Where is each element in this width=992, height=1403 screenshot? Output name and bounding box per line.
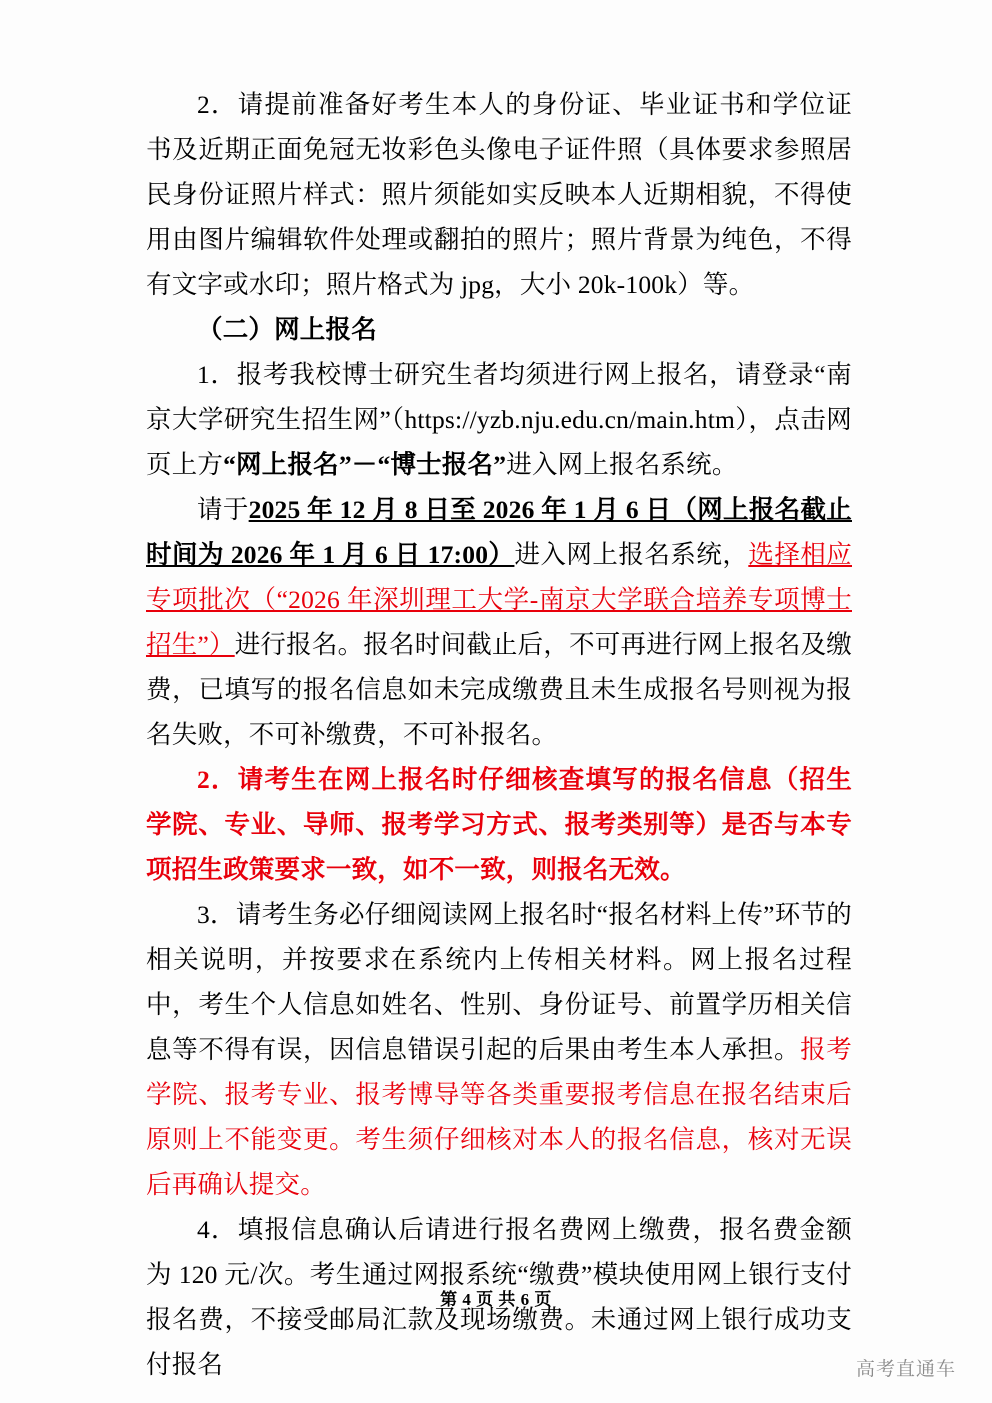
paragraph-online-registration-1-text-part2: 进入网上报名系统。 — [506, 450, 738, 479]
paragraph-upload-materials — [146, 892, 852, 1207]
registration-dates-range: 2025 年 12 月 8 日至 2026 年 1 月 6 日（网上报名截止时间为 2026 年 1 月 6 日 17:00） — [146, 495, 852, 569]
paragraph-upload-materials-black: 3．请考生务必仔细阅读网上报名时“报名材料上传”环节的相关说明，并按要求在系统内上传相关材料。网上报名过程中，考生个人信息如姓名、性别、身份证号、前置学历相关信息等不得有误，因信息错误引起的后果由考生本人承担。 — [146, 900, 852, 1064]
registration-dates-suffix: 进行报名。报名时间截止后，不可再进行网上报名及缴费，已填写的报名信息如未完成缴费且未生成报名号则视为报名失败，不可补缴费，不可补报名。 — [146, 630, 852, 749]
watermark-label: 高考直通车 — [855, 1359, 956, 1380]
paragraph-materials: 2．请提前准备好考生本人的身份证、毕业证书和学位证书及近期正面免冠无妆彩色头像电子证件照（具体要求参照居民身份证照片样式：照片须能如实反映本人近期相貌，不得使用由图片编辑软件处理或翻拍的照片；照片背景为纯色，不得有文字或水印；照片格式为 jpg，大小 20k-100k）等。 — [146, 90, 852, 299]
section-heading-online-registration: （二）网上报名 — [197, 315, 377, 344]
paragraph-registration-dates — [146, 487, 852, 757]
registration-dates-middle: 进入网上报名系统， — [514, 540, 749, 569]
paragraph-online-registration-1-text-part1: 1．报考我校博士研究生者均须进行网上报名，请登录“南京大学研究生招生网”（https://yzb.nju.edu.cn/main.htm），点击网页上方 — [146, 360, 852, 479]
paragraph-upload-materials-red: 报考学院、报考专业、报考博导等各类重要报考信息在报名结束后原则上不能变更。考生须仔细核对本人的报名信息，核对无误后再确认提交。 — [146, 1035, 852, 1199]
document-body — [146, 82, 852, 1387]
paragraph-online-registration-1 — [146, 352, 852, 487]
paragraph-online-registration-1-bold: “网上报名”－“博士报名” — [223, 450, 507, 479]
paragraph-payment: 4．填报信息确认后请进行报名费网上缴费，报名费金额为 120 元/次。考生通过网报系统“缴费”模块使用网上银行支付报名费，不接受邮局汇款及现场缴费。未通过网上银行成功支付报名 — [146, 1215, 852, 1379]
paragraph-verify-info: 2．请考生在网上报名时仔细核查填写的报名信息（招生学院、专业、导师、报考学习方式、报考类别等）是否与本专项招生政策要求一致，如不一致，则报名无效。 — [146, 765, 852, 884]
registration-dates-prefix: 请于 — [197, 495, 249, 524]
page-footer: 第 4 页 共 6 页 — [440, 1290, 552, 1309]
registration-special-program: 选择相应专项批次（“2026 年深圳理工大学-南京大学联合培养专项博士招生”） — [146, 540, 852, 659]
